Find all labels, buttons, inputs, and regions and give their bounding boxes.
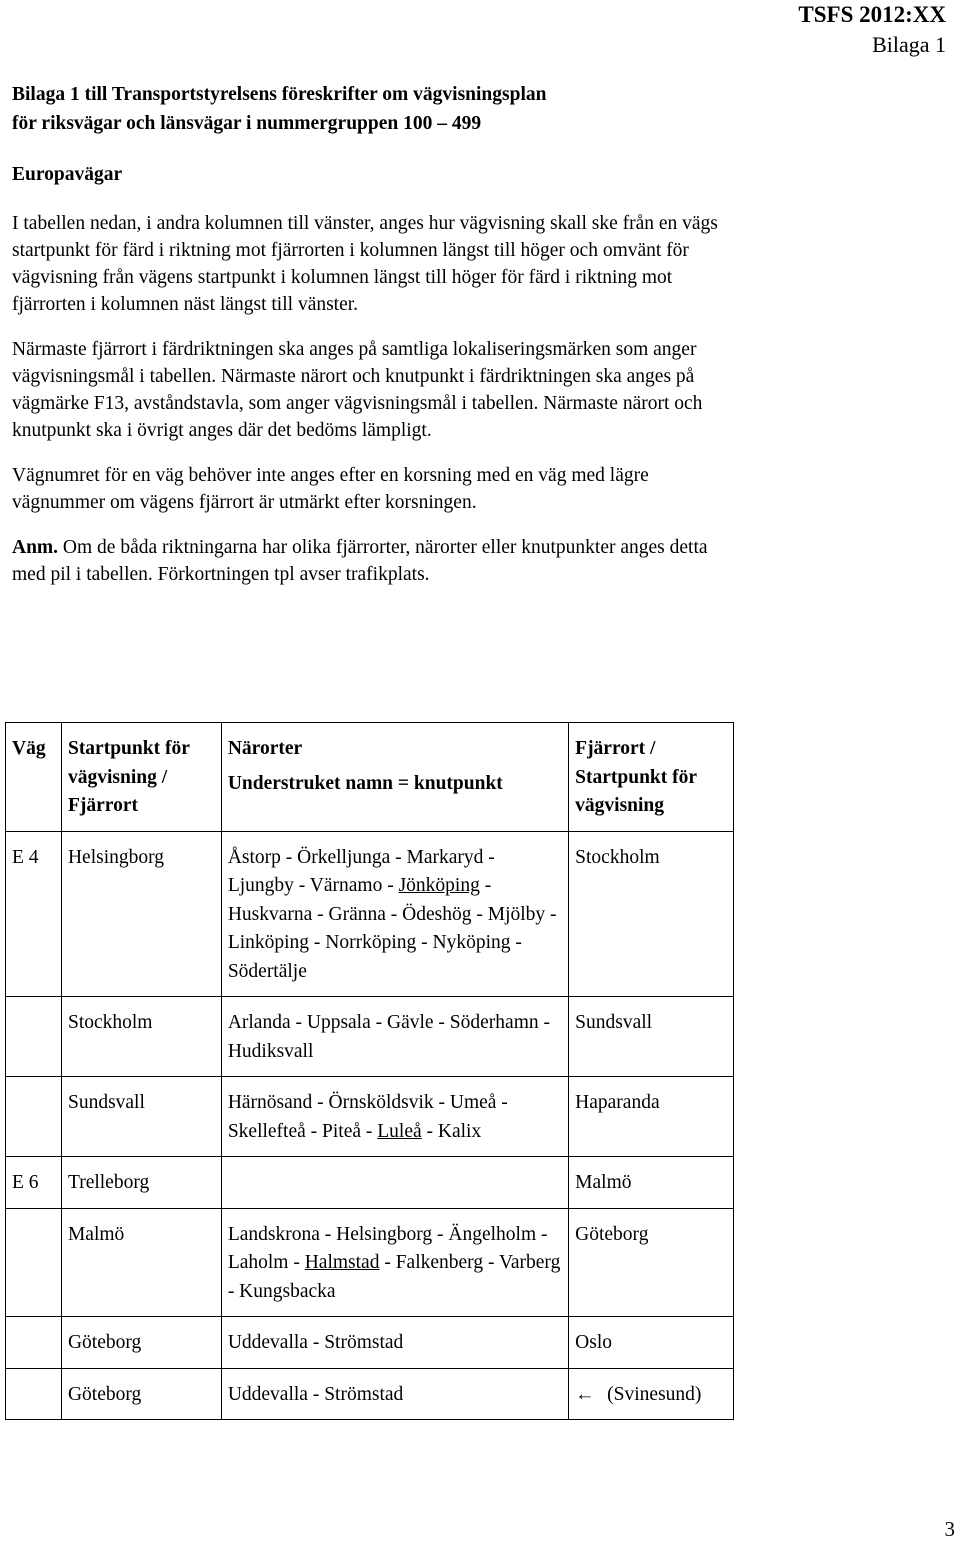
paragraph-note [12, 534, 742, 588]
cell-fjarrort: Sundsvall [569, 997, 734, 1077]
table-row [6, 997, 734, 1077]
document-title [12, 80, 742, 138]
header-narorter [221, 723, 568, 832]
cell-vag [6, 1368, 62, 1420]
cell-narorter [221, 1157, 568, 1209]
paragraph-3: Vägnumret för en väg behöver inte anges efter en korsning med en väg med lägre vägnummer om vägens fjärrort är utmärkt efter korsningen. [12, 465, 649, 513]
cell-narorter [221, 997, 568, 1077]
cell-vag: E 6 [6, 1157, 62, 1209]
cell-fjarrort: Göteborg [569, 1208, 734, 1317]
note-text: Om de båda riktningarna har olika fjärrorter, närorter eller knutpunkter anges detta med pil i tabellen. Förkortningen tpl avser trafikplats. [12, 537, 708, 585]
cell-start: Stockholm [61, 997, 221, 1077]
header-narorter-title: Närorter [227, 738, 303, 759]
page-number: 3 [944, 1517, 955, 1541]
cell-narorter [221, 1077, 568, 1157]
table-row [6, 1157, 734, 1209]
narorter-text: - Kalix [421, 1120, 482, 1142]
cell-narorter [221, 1208, 568, 1317]
narorter-text: Härnösand - Örnsköldsvik - Umeå - Skellefteå - Piteå - [227, 1092, 508, 1142]
road-table [5, 722, 734, 1420]
table-header-row [6, 723, 734, 832]
cell-vag [6, 1077, 62, 1157]
narorter-text: Uddevalla - Strömstad [227, 1332, 404, 1353]
cell-start: Göteborg [61, 1368, 221, 1420]
cell-start: Trelleborg [61, 1157, 221, 1209]
narorter-text: - Huskvarna - Gränna - Ödeshög - Mjölby - Linköping - Norrköping - Nyköping - Södertälje [227, 875, 557, 982]
title-line-1: Bilaga 1 till Transportstyrelsens föreskrifter om vägvisningsplan [12, 84, 547, 105]
cell-vag [6, 997, 62, 1077]
section-heading: Europavägar [12, 164, 123, 185]
narorter-text: - Falkenberg - Varberg - Kungsbacka [227, 1252, 561, 1302]
fjarrort-text: (Svinesund) [607, 1383, 702, 1405]
table-row [6, 831, 734, 997]
narorter-text: Landskrona - Helsingborg - Ängelholm - Laholm - [227, 1223, 548, 1273]
cell-narorter [221, 1317, 568, 1369]
knutpunkt: Jönköping [398, 875, 480, 896]
header-vag: Väg [6, 723, 62, 832]
table-row [6, 1208, 734, 1317]
document-body [12, 80, 742, 588]
cell-fjarrort: Oslo [569, 1317, 734, 1369]
cell-narorter [221, 1368, 568, 1420]
paragraph-2: Närmaste fjärrort i färdriktningen ska anges på samtliga lokaliseringsmärken som anger vägvisningsmål i tabellen. Närmaste närort och knutpunkt i färdriktningen ska anges på vägmärke F13, avståndstavla, som anger vägvisningsmål i tabellen. Närmaste närort och knutpunkt ska i övrigt anges där det bedöms lämpligt. [12, 339, 703, 441]
cell-narorter [221, 831, 568, 997]
cell-start: Helsingborg [61, 831, 221, 997]
header-fjarrort: Fjärrort / Startpunkt för vägvisning [569, 723, 734, 832]
table-row [6, 1317, 734, 1369]
cell-fjarrort: Haparanda [569, 1077, 734, 1157]
cell-start: Malmö [61, 1208, 221, 1317]
page-header [798, 0, 946, 60]
knutpunkt: Halmstad [304, 1252, 380, 1273]
cell-vag [6, 1208, 62, 1317]
table-row [6, 1368, 734, 1420]
cell-fjarrort: Stockholm [569, 831, 734, 997]
knutpunkt: Luleå [377, 1120, 422, 1142]
header-narorter-note: Understruket namn = knutpunkt [227, 772, 503, 794]
cell-vag [6, 1317, 62, 1369]
document-code: TSFS 2012:XX [798, 2, 946, 27]
cell-start: Sundsvall [61, 1077, 221, 1157]
cell-fjarrort [569, 1368, 734, 1420]
narorter-text: Uddevalla - Strömstad [227, 1383, 404, 1405]
cell-vag: E 4 [6, 831, 62, 997]
narorter-text: Arlanda - Uppsala - Gävle - Söderhamn - Hudiksvall [227, 1012, 550, 1062]
cell-fjarrort: Malmö [569, 1157, 734, 1209]
appendix-label: Bilaga 1 [872, 32, 946, 57]
paragraph-1: I tabellen nedan, i andra kolumnen till vänster, anges hur vägvisning skall ske från en vägs startpunkt för färd i riktning mot fjärrorten i kolumnen längst till höger och omvänt för vägvisning från vägens startpunkt i kolumnen längst till höger för färd i riktning mot fjärrorten i kolumnen näst längst till vänster. [12, 213, 718, 315]
header-start: Startpunkt för vägvisning / Fjärrort [61, 723, 221, 832]
title-line-2: för riksvägar och länsvägar i nummergruppen 100 – 499 [12, 113, 482, 134]
narorter-text: Åstorp - Örkelljunga - Markaryd - Ljungby - Värnamo - [227, 846, 495, 896]
table-row [6, 1077, 734, 1157]
left-arrow-icon: ← [575, 1383, 595, 1405]
note-label: Anm. [12, 537, 59, 558]
cell-start: Göteborg [61, 1317, 221, 1369]
